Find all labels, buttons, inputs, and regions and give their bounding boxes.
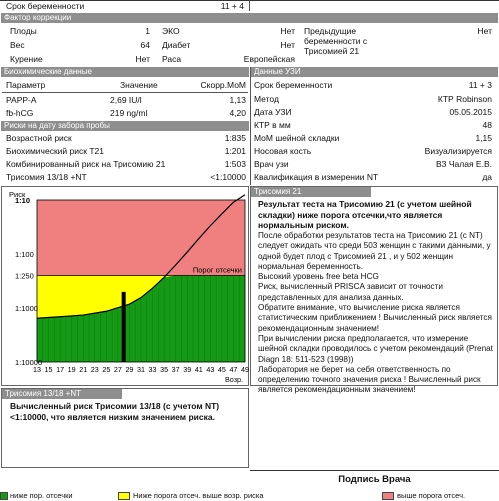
y-axis-title: Риск [9, 190, 26, 199]
biochem-row-value: 2,69 IU/l [110, 95, 142, 105]
uzi-row-label: КТР в мм [254, 120, 291, 130]
births-label: Плоды [10, 26, 37, 36]
eco-label: ЭКО [162, 26, 180, 36]
biochem-col-mom: Скорр.МоМ [200, 80, 246, 90]
smoking-value: Нет [135, 54, 150, 64]
biochem-col-param: Параметр [6, 80, 46, 90]
x-tick-label: 33 [148, 365, 157, 374]
signature-line [250, 470, 499, 471]
uzi-row-label: Квалификация в измерении NT [254, 172, 379, 182]
gestation-label: Срок беременности [6, 1, 85, 11]
race-label: Раса [162, 54, 182, 64]
uzi-row-label: Носовая кость [254, 146, 312, 156]
risk-row-value: 1:201 [224, 146, 246, 156]
x-tick-label: 47 [229, 365, 238, 374]
t21-result: Результат теста на Трисомию 21 (с учетом шейной складки) ниже порога отсечки,что является нормальным риском. [258, 199, 472, 230]
divider [250, 67, 251, 185]
legend-label: Ниже порога отсеч. выше возр. риска [133, 491, 264, 500]
x-tick-label: 19 [67, 365, 76, 374]
uzi-row-label: МоМ шейной складки [254, 133, 340, 143]
y-tick-label: 1:10000 [15, 358, 43, 367]
biochem-row-name: PAPP-A [6, 95, 37, 105]
section-header-biochem: Биохимические данные [1, 67, 249, 77]
signature-label: Подпись Врача [338, 474, 411, 485]
t1318-pane [1, 388, 249, 468]
uzi-row-value: Визуализируется [424, 146, 492, 156]
risk-row-label: Возрастной риск [6, 133, 72, 143]
t1318-text: Вычисленный риск Трисомии 13/18 (с учетом NT) <1:10000, что является низким значением риска. [10, 401, 220, 422]
biochem-row-name: fb-hCG [6, 108, 34, 118]
divider [249, 0, 250, 11]
uzi-row-value: 1,15 [475, 133, 492, 143]
uzi-row-label: Срок беременности [254, 80, 333, 90]
t21-body: После обработки результатов теста на Трисомию 21 (с NT) следует ожидать что среди 503 женщин с такими данными, у одной будет плод с Трисомией 21 , и у 502 женщин нормальная беременность. Высокий уровень free beta HCG Риск, вычисленный PRISCA зависит от точности представленных для анализа данных. Обратите внимание, что вычисление риска является статистическим приближением ! Вычисленный риск является рекомендационным значением! При вычислении риска предполагается, что измерение шейной складки проводилось с учетом рекомендаций (Prenat Diagn 18: 511-523 (1998)) Лаборатория не берет на себя ответственность по определению точного значения риска ! Вычисленный риск является рекомендационным значением! [258, 231, 493, 395]
section-header-correction: Фактор коррекции [1, 13, 498, 23]
x-tick-label: 29 [125, 365, 134, 374]
x-tick-label: 49 [241, 365, 249, 374]
biochem-row-value: 219 ng/ml [110, 108, 148, 118]
x-tick-label: 31 [137, 365, 145, 374]
uzi-row-value: 11 + 3 [468, 80, 492, 90]
x-tick-label: 23 [90, 365, 99, 374]
risk-chart [1, 186, 249, 386]
race-value: Европейская [243, 54, 295, 64]
prev-pregnancy-value: Нет [477, 26, 492, 36]
uzi-row-value: 05.05.2015 [449, 107, 492, 117]
risk-row-label: Комбинированный риск на Трисомию 21 [6, 159, 166, 169]
x-tick-label: 17 [56, 365, 65, 374]
legend-swatch-red [382, 492, 394, 500]
x-tick-label: 39 [183, 365, 192, 374]
diabetes-label: Диабет [162, 40, 191, 50]
x-tick-label: 21 [79, 365, 88, 374]
x-tick-label: 27 [113, 365, 122, 374]
legend-swatch-green [0, 492, 8, 500]
risk-row-value: 1:503 [224, 159, 246, 169]
cutoff-label: Порог отсечки [192, 265, 242, 275]
uzi-row-value: да [482, 172, 492, 182]
biochem-row-mom: 4,20 [229, 108, 246, 118]
diabetes-value: Нет [280, 40, 295, 50]
smoking-label: Курение [10, 54, 43, 64]
x-tick-label: 45 [217, 365, 226, 374]
zone-high-risk [37, 200, 245, 275]
section-header-uzi: Данные УЗИ [251, 67, 498, 77]
uzi-row-label: Врач узи [254, 159, 289, 169]
uzi-row-label: Метод [254, 94, 279, 104]
risk-row-label: Биохимический риск Т21 [6, 146, 104, 156]
biochem-rule [2, 92, 248, 93]
gestation-value: 11 + 4 [220, 1, 244, 11]
x-tick-label: 15 [44, 365, 53, 374]
uzi-row-value: ВЗ Чалая Е.В. [436, 159, 492, 169]
prev-pregnancy-label: Предыдущие беременности с Трисомией 21 [304, 26, 368, 56]
uzi-row-value: КТР Robinson [437, 94, 492, 104]
risk-row-value: <1:10000 [210, 172, 246, 182]
x-tick-label: 41 [194, 365, 203, 374]
patient-marker [122, 292, 126, 362]
x-axis-title: Возр. [224, 375, 243, 384]
legend-label: выше порога отсеч. [397, 491, 466, 500]
legend-label: ниже пор. отсечки [10, 491, 73, 500]
eco-value: Нет [280, 26, 295, 36]
weight-value: 64 [140, 40, 150, 50]
risk-row-value: 1:835 [224, 133, 246, 143]
uzi-row-value: 48 [482, 120, 492, 130]
section-header-t21: Трисомия 21 [251, 187, 371, 197]
x-tick-label: 43 [206, 365, 215, 374]
uzi-row-label: Дата УЗИ [254, 107, 292, 117]
x-tick-label: 35 [160, 365, 169, 374]
risk-row-label: Трисомия 13/18 +NT [6, 172, 87, 182]
y-tick-label: 1:250 [15, 271, 34, 281]
births-value: 1 [145, 26, 150, 36]
biochem-col-value: Значение [120, 80, 158, 90]
x-tick-label: 37 [171, 365, 180, 374]
section-header-risks: Риски на дату забора пробы [1, 121, 249, 131]
x-tick-label: 13 [33, 365, 41, 374]
legend-swatch-yellow [118, 492, 130, 500]
biochem-row-mom: 1,13 [229, 95, 246, 105]
y-tick-label: 1:10 [15, 196, 31, 205]
section-header-t1318: Трисомия 13/18 +NT [2, 389, 122, 399]
y-tick-label: 1:100 [15, 250, 34, 259]
y-tick-label: 1:1000 [15, 304, 38, 313]
x-tick-label: 25 [102, 365, 111, 374]
weight-label: Вес [10, 40, 25, 50]
